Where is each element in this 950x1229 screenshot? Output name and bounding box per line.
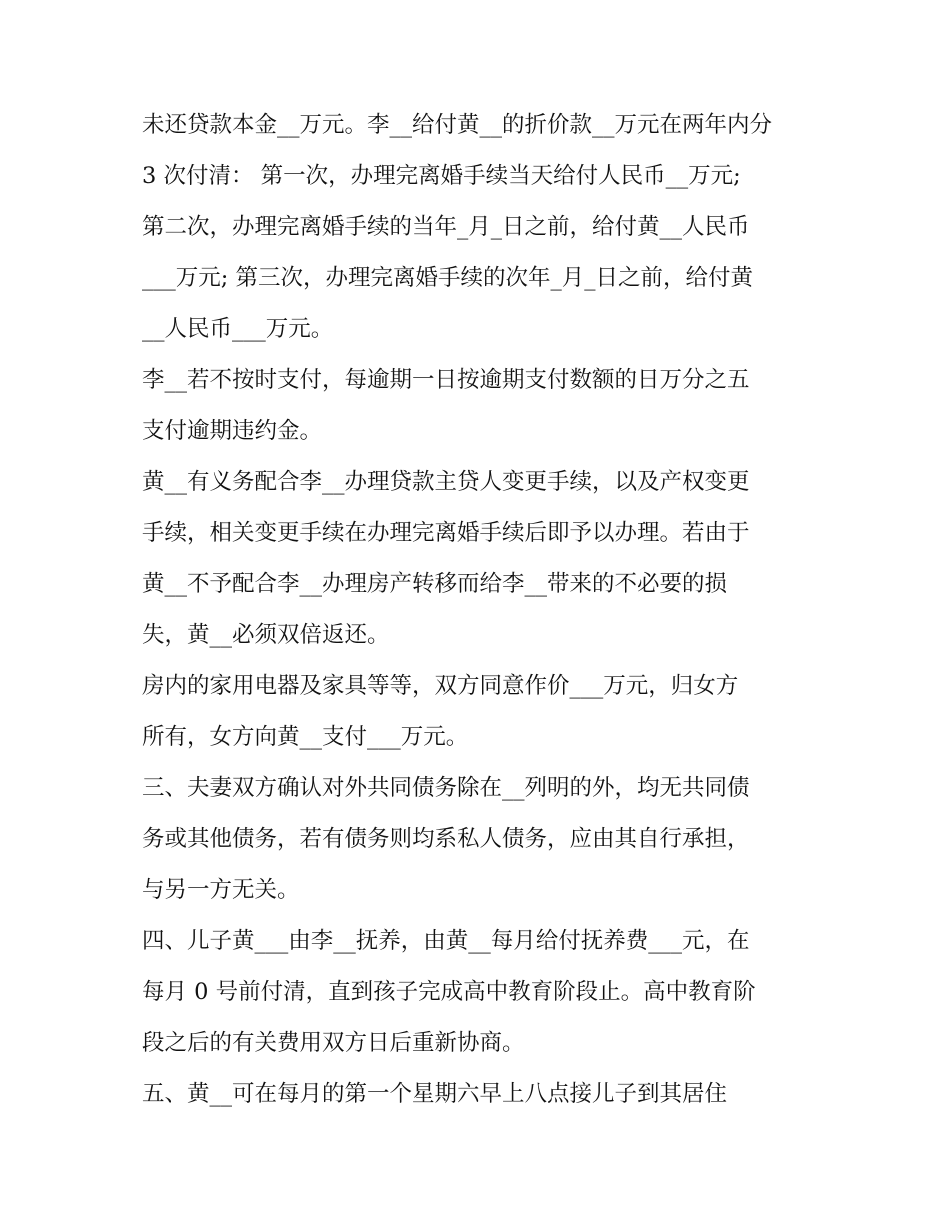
- text-line: ___万元; 第三次，办理完离婚手续的次年_月_日之前，给付黄: [142, 265, 753, 291]
- text-line: 五、黄__可在每月的第一个星期六早上八点接儿子到其居住: [142, 1081, 728, 1107]
- text-line: 第二次，办理完离婚手续的当年_月_日之前，给付黄__人民币: [142, 214, 750, 240]
- text-line: 务或其他债务，若有债务则均系私人债务，应由其自行承担，: [142, 826, 750, 852]
- text-line: 3 次付清： 第一次，办理完离婚手续当天给付人民币__万元;: [142, 163, 741, 189]
- text-line: 与另一方无关。: [142, 877, 300, 903]
- text-line: 所有，女方向黄__支付___万元。: [142, 724, 469, 750]
- text-line: 李__若不按时支付，每逾期一日按逾期支付数额的日万分之五: [142, 367, 750, 393]
- text-line: 黄__有义务配合李__办理贷款主贷人变更手续，以及产权变更: [142, 469, 750, 495]
- text-line: 黄__不予配合李__办理房产转移而给李__带来的不必要的损: [142, 571, 728, 597]
- text-line: 失，黄__必须双倍返还。: [142, 622, 390, 648]
- text-line: 三、夫妻双方确认对外共同债务除在__列明的外，均无共同债: [142, 775, 750, 801]
- text-line: 手续，相关变更手续在办理完离婚手续后即予以办理。若由于: [142, 520, 750, 546]
- text-line: 房内的家用电器及家具等等，双方同意作价___万元，归女方: [142, 673, 739, 699]
- text-line: 段之后的有关费用双方日后重新协商。: [142, 1030, 525, 1056]
- document-body: [142, 100, 822, 1120]
- text-line: __人民币___万元。: [142, 316, 334, 342]
- text-line: 四、儿子黄___由李__抚养，由黄__每月给付抚养费___元，在: [142, 928, 750, 954]
- text-line: 支付逾期违约金。: [142, 418, 323, 444]
- text-line: 每月 0 号前付清，直到孩子完成高中教育阶段止。高中教育阶: [142, 979, 756, 1005]
- text-line: 未还贷款本金__万元。李__给付黄__的折价款__万元在两年内分: [142, 112, 773, 138]
